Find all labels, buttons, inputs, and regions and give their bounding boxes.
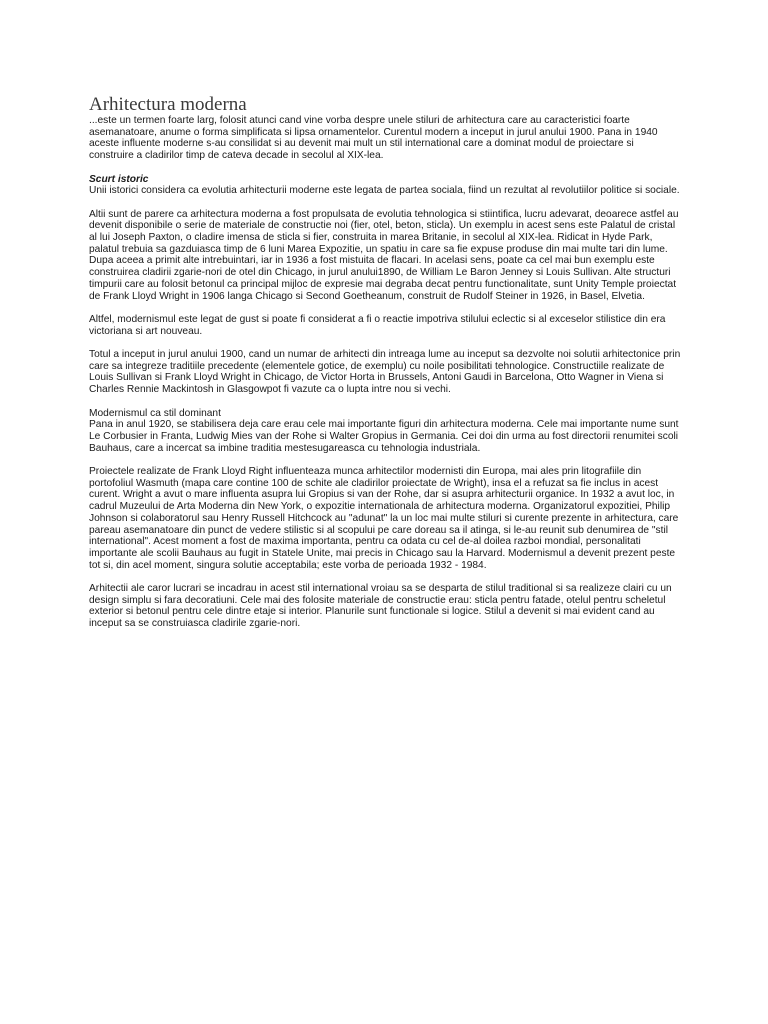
paragraph: Pana in anul 1920, se stabilisera deja care erau cele mai importante figuri din arhitectura moderna. Cele mai importante nume sunt Le Corbusier in Franta, Ludwig Mies van der Rohe si Walter Gropius in Germania. Cei doi din urma au fost directorii renumitei scoli Bauhaus, care a incercat sa imbine traditia mestesugareasca cu tehnologia industriala. (89, 419, 679, 454)
section-modernismul (89, 408, 681, 455)
paragraph: Arhitectii ale caror lucrari se incadrau in acest stil international vroiau sa se desparta de stilul traditional si sa realizeze clairi cu un design simplu si fara decoratiuni. Cele mai des folosite materiale de constructie erau: sticla pentru fatade, otelul pentru scheletul exterior si betonul pentru cele dintre etaje si interior. Planurile sunt functionale si logice. Stilul a devenit si mai evident cand au inceput sa se construiasca cladirile zgarie-nori. (89, 583, 672, 630)
section-heading: Scurt istoric (89, 173, 149, 185)
document-title: Arhitectura moderna (89, 94, 247, 115)
intro-paragraph: ...este un termen foarte larg, folosit atunci cand vine vorba despre unele stiluri de arhitectura care au caracteristici foarte asemanatoare, anume o forma simplificata si lipsa ornamentelor. Curentul modern a inceput in jurul anului 1900. Pana in 1940 aceste influente moderne s-au consilidat si au devenit mai mult un stil international care a dominat modul de proiectare si construire a cladirilor timp de cateva decade in secolul al XIX-lea. (89, 115, 658, 162)
paragraph: Proiectele realizate de Frank Lloyd Right influenteaza munca arhitectilor modernisti din Europa, mai ales prin litografiile din portofoliul Wasmuth (mapa care contine 100 de schite ale cladirilor proiectate de Wright), insa el a refuzat sa fie inclus in acest curent. Wright a avut o mare influenta asupra lui Gropius si van der Rohe, dar si asupra arhitecturii organice. In 1932 a avut loc, in cadrul Muzeului de Arta Moderna din New York, o expozitie internationala de arhitectura moderna. Organizatorul expozitiei, Philip Johnson si colaboratorul sau Henry Russell Hitchcock au "adunat" la un loc mai multe stiluri si curente prezente in arhitectura, care pareau asemanatoare din punct de vedere stilistic si al scopului pe care doreau sa il atinga, si le-au reunit sub denumirea de "stil international". Acest moment a fost de maxima importanta, pentru ca odata cu cel de-al doilea razboi mondial, personalitati importante ale scolii Bauhaus au fugit in Statele Unite, mai precis in Chicago sau la Harvard. Modernismul a devenit prezent peste tot si, din acel moment, singura solutie acceptabila; este vorba de perioada 1932 - 1984. (89, 466, 679, 571)
paragraph: Unii istorici considera ca evolutia arhitecturii moderne este legata de partea sociala, fiind un rezultat al revolutiilor politice si sociale. (89, 185, 680, 197)
section-scurt-istoric (89, 174, 681, 197)
section-heading: Modernismul ca stil dominant (89, 407, 221, 419)
document-page (89, 94, 681, 642)
paragraph: Altii sunt de parere ca arhitectura moderna a fost propulsata de evolutia tehnologica si stiintifica, lucru adevarat, deoarece astfel au devenit disponibile o serie de materiale de constructie noi (fier, otel, beton, sticla). Un exemplu in acest sens este Palatul de cristal al lui Joseph Paxton, o cladire imensa de sticla si fier, construita in marea Britanie, in secolul al XIX-lea. Ridicat in Hyde Park, palatul trebuia sa gazduiasca timp de 6 luni Marea Expozitie, un spatiu in care sa fie expuse produse din mai multe tari din lume. Dupa aceea a primit alte intrebuintari, iar in 1936 a fost mistuita de flacari. In acelasi sens, poate ca cel mai bun exemplu este construirea cladirii zgarie-nori de otel din Chicago, in jurul anului1890, de William Le Baron Jenney si Louis Sullivan. Alte structuri timpurii care au folosit betonul ca principal mijloc de expresie mai degraba decat pentru functionalitate, sunt Unity Temple proiectat de Frank Lloyd Wright in 1906 langa Chicago si Second Goetheanum, construit de Rudolf Steiner in 1926, in Basel, Elvetia. (89, 208, 679, 302)
paragraph: Altfel, modernismul este legat de gust si poate fi considerat a fi o reactie impotriva stilului eclectic si al exceselor stilistice din era victoriana si art nouveau. (89, 313, 666, 337)
paragraph: Totul a inceput in jurul anului 1900, cand un numar de arhitecti din intreaga lume au inceput sa dezvolte noi solutii arhitectonice prin care sa integreze traditiile precedente (elementele gotice, de exemplu) cu noile posibilitati tehnologice. Constructiile realizate de Louis Sullivan si Frank Lloyd Wright in Chicago, de Victor Horta in Brussels, Antoni Gaudi in Barcelona, Otto Wagner in Viena si Charles Rennie Mackintosh in Glasgowpot fi vazute ca o lupta intre nou si vechi. (89, 349, 681, 396)
